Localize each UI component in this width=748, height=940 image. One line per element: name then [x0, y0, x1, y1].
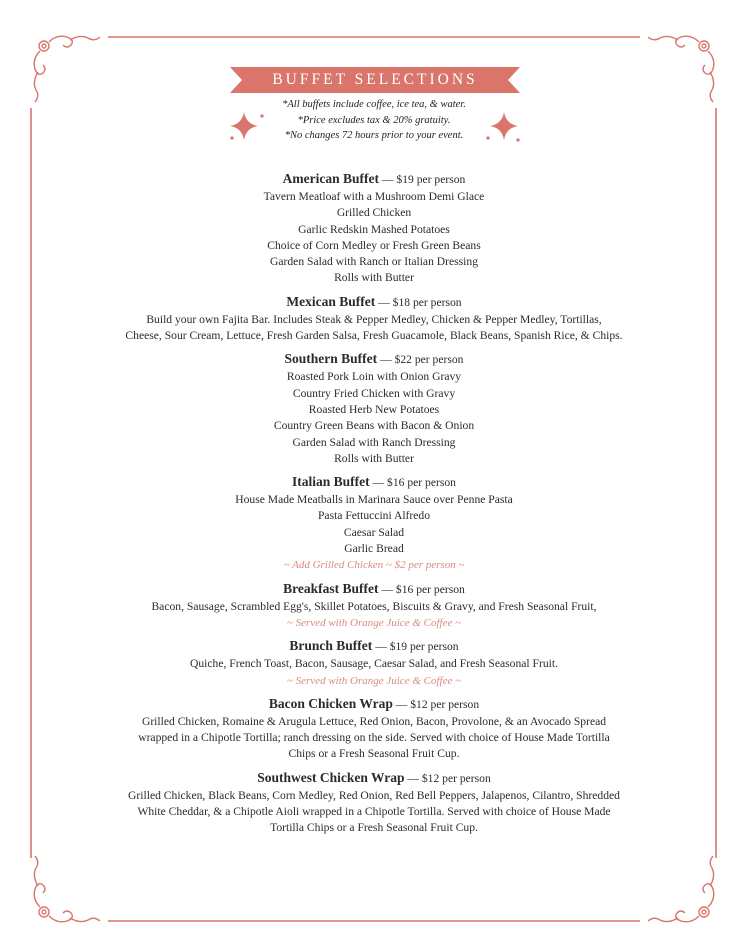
menu-line: Country Fried Chicken with Gravy [292, 386, 456, 400]
buffet-name: Southwest Chicken Wrap [257, 769, 405, 785]
menu-line: Garden Salad with Ranch Dressing [292, 435, 456, 449]
menu-line: Roasted Pork Loin with Onion Gravy [286, 370, 462, 384]
buffet-price: — $18 per person [375, 295, 462, 309]
buffet-list [60, 170, 688, 843]
note-line: *No changes 72 hours prior to your event. [284, 130, 464, 141]
menu-line: Garlic Bread [344, 542, 404, 556]
buffet-price: — $19 per person [372, 640, 459, 654]
menu-line: Garden Salad with Ranch or Italian Dressing [270, 255, 478, 269]
menu-line: Grilled Chicken [336, 206, 412, 220]
buffet-title [60, 170, 688, 189]
buffet-name: American Buffet [282, 171, 380, 186]
buffet-title [60, 580, 688, 599]
menu-line: Quiche, French Toast, Bacon, Sausage, Caesar Salad, and Fresh Seasonal Fruit. [190, 657, 558, 671]
buffet-name: Breakfast Buffet [283, 580, 379, 596]
menu-line: Bacon, Sausage, Scrambled Egg's, Skillet Potatoes, Biscuits & Gravy, and Fresh Seasonal Fruit, [151, 599, 597, 613]
menu-line: Tortilla Chips or a Fresh Seasonal Fruit Cup. [270, 821, 478, 835]
buffet-title [60, 769, 688, 788]
buffet-title [60, 637, 688, 656]
note-line: *All buffets include coffee, ice tea, & water. [282, 99, 466, 110]
buffet-italian [60, 473, 688, 573]
page-title: BUFFET SELECTIONS [272, 71, 478, 88]
buffet-price: — $19 per person [379, 173, 466, 186]
menu-line: Caesar Salad [343, 525, 405, 539]
menu-line: Pasta Fettuccini Alfredo [317, 509, 431, 523]
menu-line: Country Green Beans with Bacon & Onion [273, 419, 475, 433]
buffet-price: — $22 per person [377, 353, 464, 367]
buffet-price: — $12 per person [404, 771, 491, 785]
buffet-name: Southern Buffet [284, 351, 378, 367]
buffet-brunch [60, 637, 688, 689]
buffet-american [60, 170, 688, 287]
buffet-name: Italian Buffet [292, 474, 370, 490]
menu-line: Build your own Fajita Bar. Includes Steak & Pepper Medley, Chicken & Pepper Medley, Tortillas, [146, 312, 602, 326]
buffet-name: Brunch Buffet [289, 638, 373, 654]
buffet-name: Bacon Chicken Wrap [268, 695, 393, 711]
menu-line: White Cheddar, & a Chipotle Aioli wrapped in a Chipotle Tortilla. Served with choice of House Made [137, 805, 611, 819]
buffet-title [60, 293, 688, 312]
menu-line: wrapped in a Chipotle Tortilla; ranch dressing on the side. Served with choice of House Made Tortilla [138, 731, 610, 745]
menu-line: Cheese, Sour Cream, Lettuce, Fresh Garden Salsa, Fresh Guacamole, Black Beans, Spanish Rice, & Chips. [125, 329, 623, 343]
buffet-note: ~ Served with Orange Juice & Coffee ~ [286, 674, 462, 687]
menu-line: Chips or a Fresh Seasonal Fruit Cup. [288, 747, 460, 761]
menu-line: Garlic Redskin Mashed Potatoes [298, 222, 450, 236]
buffet-breakfast [60, 580, 688, 632]
menu-line: Grilled Chicken, Romaine & Arugula Lettuce, Red Onion, Bacon, Provolone, & an Avocado Spread [141, 714, 607, 728]
buffet-title [60, 695, 688, 714]
menu-line: Grilled Chicken, Black Beans, Corn Medley, Red Onion, Red Bell Peppers, Jalapenos, Cilantro, Shredded [128, 788, 620, 802]
menu-line: Tavern Meatloaf with a Mushroom Demi Glace [263, 190, 485, 203]
buffet-southern [60, 350, 688, 467]
buffet-note: ~ Served with Orange Juice & Coffee ~ [286, 616, 462, 629]
buffet-price: — $16 per person [369, 476, 456, 490]
menu-line: House Made Meatballs in Marinara Sauce over Penne Pasta [235, 493, 513, 507]
buffet-title [60, 350, 688, 369]
menu-line: Roasted Herb New Potatoes [308, 402, 440, 416]
buffet-notes [224, 97, 524, 144]
menu-line: Rolls with Butter [334, 451, 414, 465]
menu-line: Choice of Corn Medley or Fresh Green Beans [267, 238, 481, 252]
buffet-mexican [60, 293, 688, 345]
menu-line: Rolls with Butter [334, 271, 414, 285]
buffet-southwest-chicken-wrap [60, 769, 688, 837]
title-banner [230, 67, 520, 93]
buffet-name: Mexican Buffet [286, 293, 376, 309]
buffet-note: ~ Add Grilled Chicken ~ $2 per person ~ [283, 559, 465, 572]
buffet-bacon-chicken-wrap [60, 695, 688, 763]
buffet-title [60, 473, 688, 492]
buffet-price: — $16 per person [378, 582, 465, 596]
buffet-price: — $12 per person [392, 697, 480, 711]
note-line: *Price excludes tax & 20% gratuity. [297, 114, 451, 126]
